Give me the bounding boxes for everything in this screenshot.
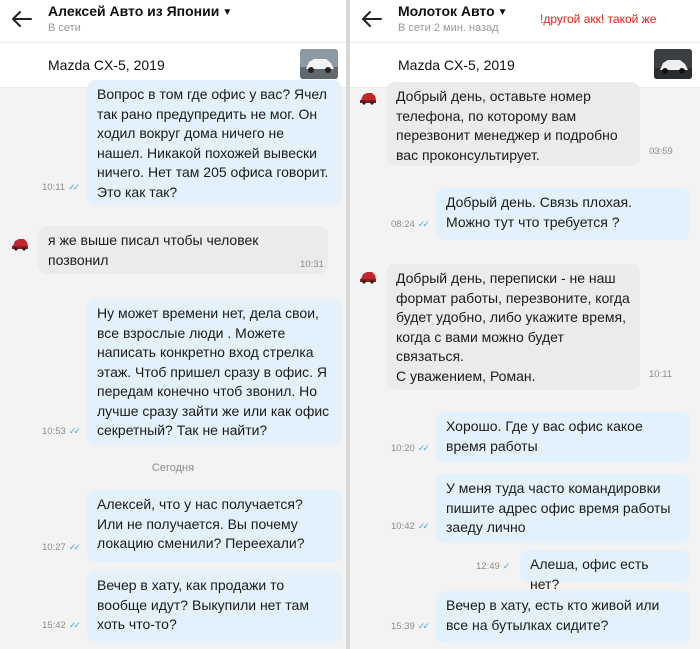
message-time: 10:11 ✓✓ (42, 182, 78, 193)
message-time: 15:39 ✓✓ (391, 621, 427, 632)
seller-avatar-icon[interactable] (358, 90, 378, 106)
listing-title: Mazda CX-5, 2019 (48, 57, 165, 73)
message-bubble-incoming: Добрый день, переписки - не наш формат работы, перезвоните, когда будет удобно, либо укажите время, когда с вами можно будет связаться. С уважением, Роман. (386, 264, 640, 390)
chat-title: Алексей Авто из Японии (48, 3, 220, 19)
message-bubble-outgoing: Вечер в хату, есть кто живой или все на бутылках сидите? (436, 591, 690, 643)
message-bubble-outgoing: Вопрос в том где офис у вас? Ячел так рано предупредить не мог. Он ходил вокруг дома ничего не нашел. Никакой похожей вывески ничего. Нет там 205 офиса говорит. Это как так? (87, 80, 342, 205)
chevron-down-icon: ▼ (222, 7, 233, 18)
message-bubble-outgoing: Алеша, офис есть нет? (520, 550, 690, 582)
double-check-icon: ✓✓ (417, 443, 427, 453)
message-list[interactable] (0, 88, 346, 649)
message-time: 10:31 (300, 259, 324, 270)
message-time: 10:42 ✓✓ (391, 521, 427, 532)
chat-title-block[interactable] (398, 3, 508, 34)
double-check-icon: ✓✓ (68, 426, 78, 436)
message-time: 08:24 ✓✓ (391, 219, 427, 230)
message-time: 15:42 ✓✓ (42, 620, 78, 631)
message-bubble-outgoing: Алексей, что у нас получается? Или не получается. Вы почему локацию сменили? Переехали? (87, 490, 342, 562)
message-bubble-outgoing: Вечер в хату, как продажи то вообще идут? Выкупили нет там хоть что-то? (87, 571, 342, 643)
double-check-icon: ✓✓ (68, 542, 78, 552)
online-status: В сети 2 мин. назад (398, 22, 499, 34)
chat-panel-left (0, 0, 346, 649)
online-status: В сети (48, 22, 81, 34)
message-list[interactable] (350, 88, 700, 649)
message-time: 10:11 (649, 369, 673, 380)
message-time: 10:53 ✓✓ (42, 426, 78, 437)
chat-header (0, 0, 346, 42)
annotation-note: !другой акк! такой же (540, 12, 657, 26)
seller-avatar-icon[interactable] (10, 236, 30, 252)
message-time: 03:59 (649, 146, 673, 157)
arrow-left-icon[interactable] (360, 10, 382, 28)
message-bubble-incoming: я же выше писал чтобы человек позвонил (38, 226, 328, 274)
seller-avatar-icon[interactable] (358, 269, 378, 285)
car-thumbnail[interactable] (654, 49, 692, 79)
double-check-icon: ✓✓ (417, 219, 427, 229)
double-check-icon: ✓✓ (417, 621, 427, 631)
double-check-icon: ✓✓ (68, 620, 78, 630)
chevron-down-icon: ▼ (497, 7, 508, 18)
message-bubble-incoming: Добрый день, оставьте номер телефона, по которому вам перезвонит менеджер и подробно вас проконсультирует. (386, 82, 640, 166)
message-time: 10:27 ✓✓ (42, 542, 78, 553)
message-bubble-outgoing: Ну может времени нет, дела свои, все взрослые люди . Можете написать конкретно вход стрелка этаж. Чтоб пришел сразу в офис. Я передам конечно чтоб звонил. Но лучше сразу зайти же или как офис секретный? Так не найти? (87, 299, 342, 445)
chat-header (350, 0, 700, 42)
message-time: 10:20 ✓✓ (391, 443, 427, 454)
chat-title-block[interactable] (48, 3, 232, 34)
chat-panel-right (350, 0, 700, 649)
message-bubble-outgoing: Хорошо. Где у вас офис какое время работы (436, 412, 690, 462)
double-check-icon: ✓✓ (68, 182, 78, 192)
chat-title: Молоток Авто (398, 3, 495, 19)
date-separator: Сегодня (151, 462, 195, 474)
message-time: 12:49 ✓ (476, 561, 508, 572)
message-bubble-outgoing: Добрый день. Связь плохая. Можно тут что требуется ? (436, 188, 690, 240)
double-check-icon: ✓ (502, 561, 508, 571)
car-thumbnail[interactable] (300, 49, 338, 79)
listing-title: Mazda CX-5, 2019 (398, 57, 515, 73)
double-check-icon: ✓✓ (417, 521, 427, 531)
message-bubble-outgoing: У меня туда часто командировки пишите адрес офис время работы заеду лично (436, 474, 690, 543)
arrow-left-icon[interactable] (10, 10, 32, 28)
